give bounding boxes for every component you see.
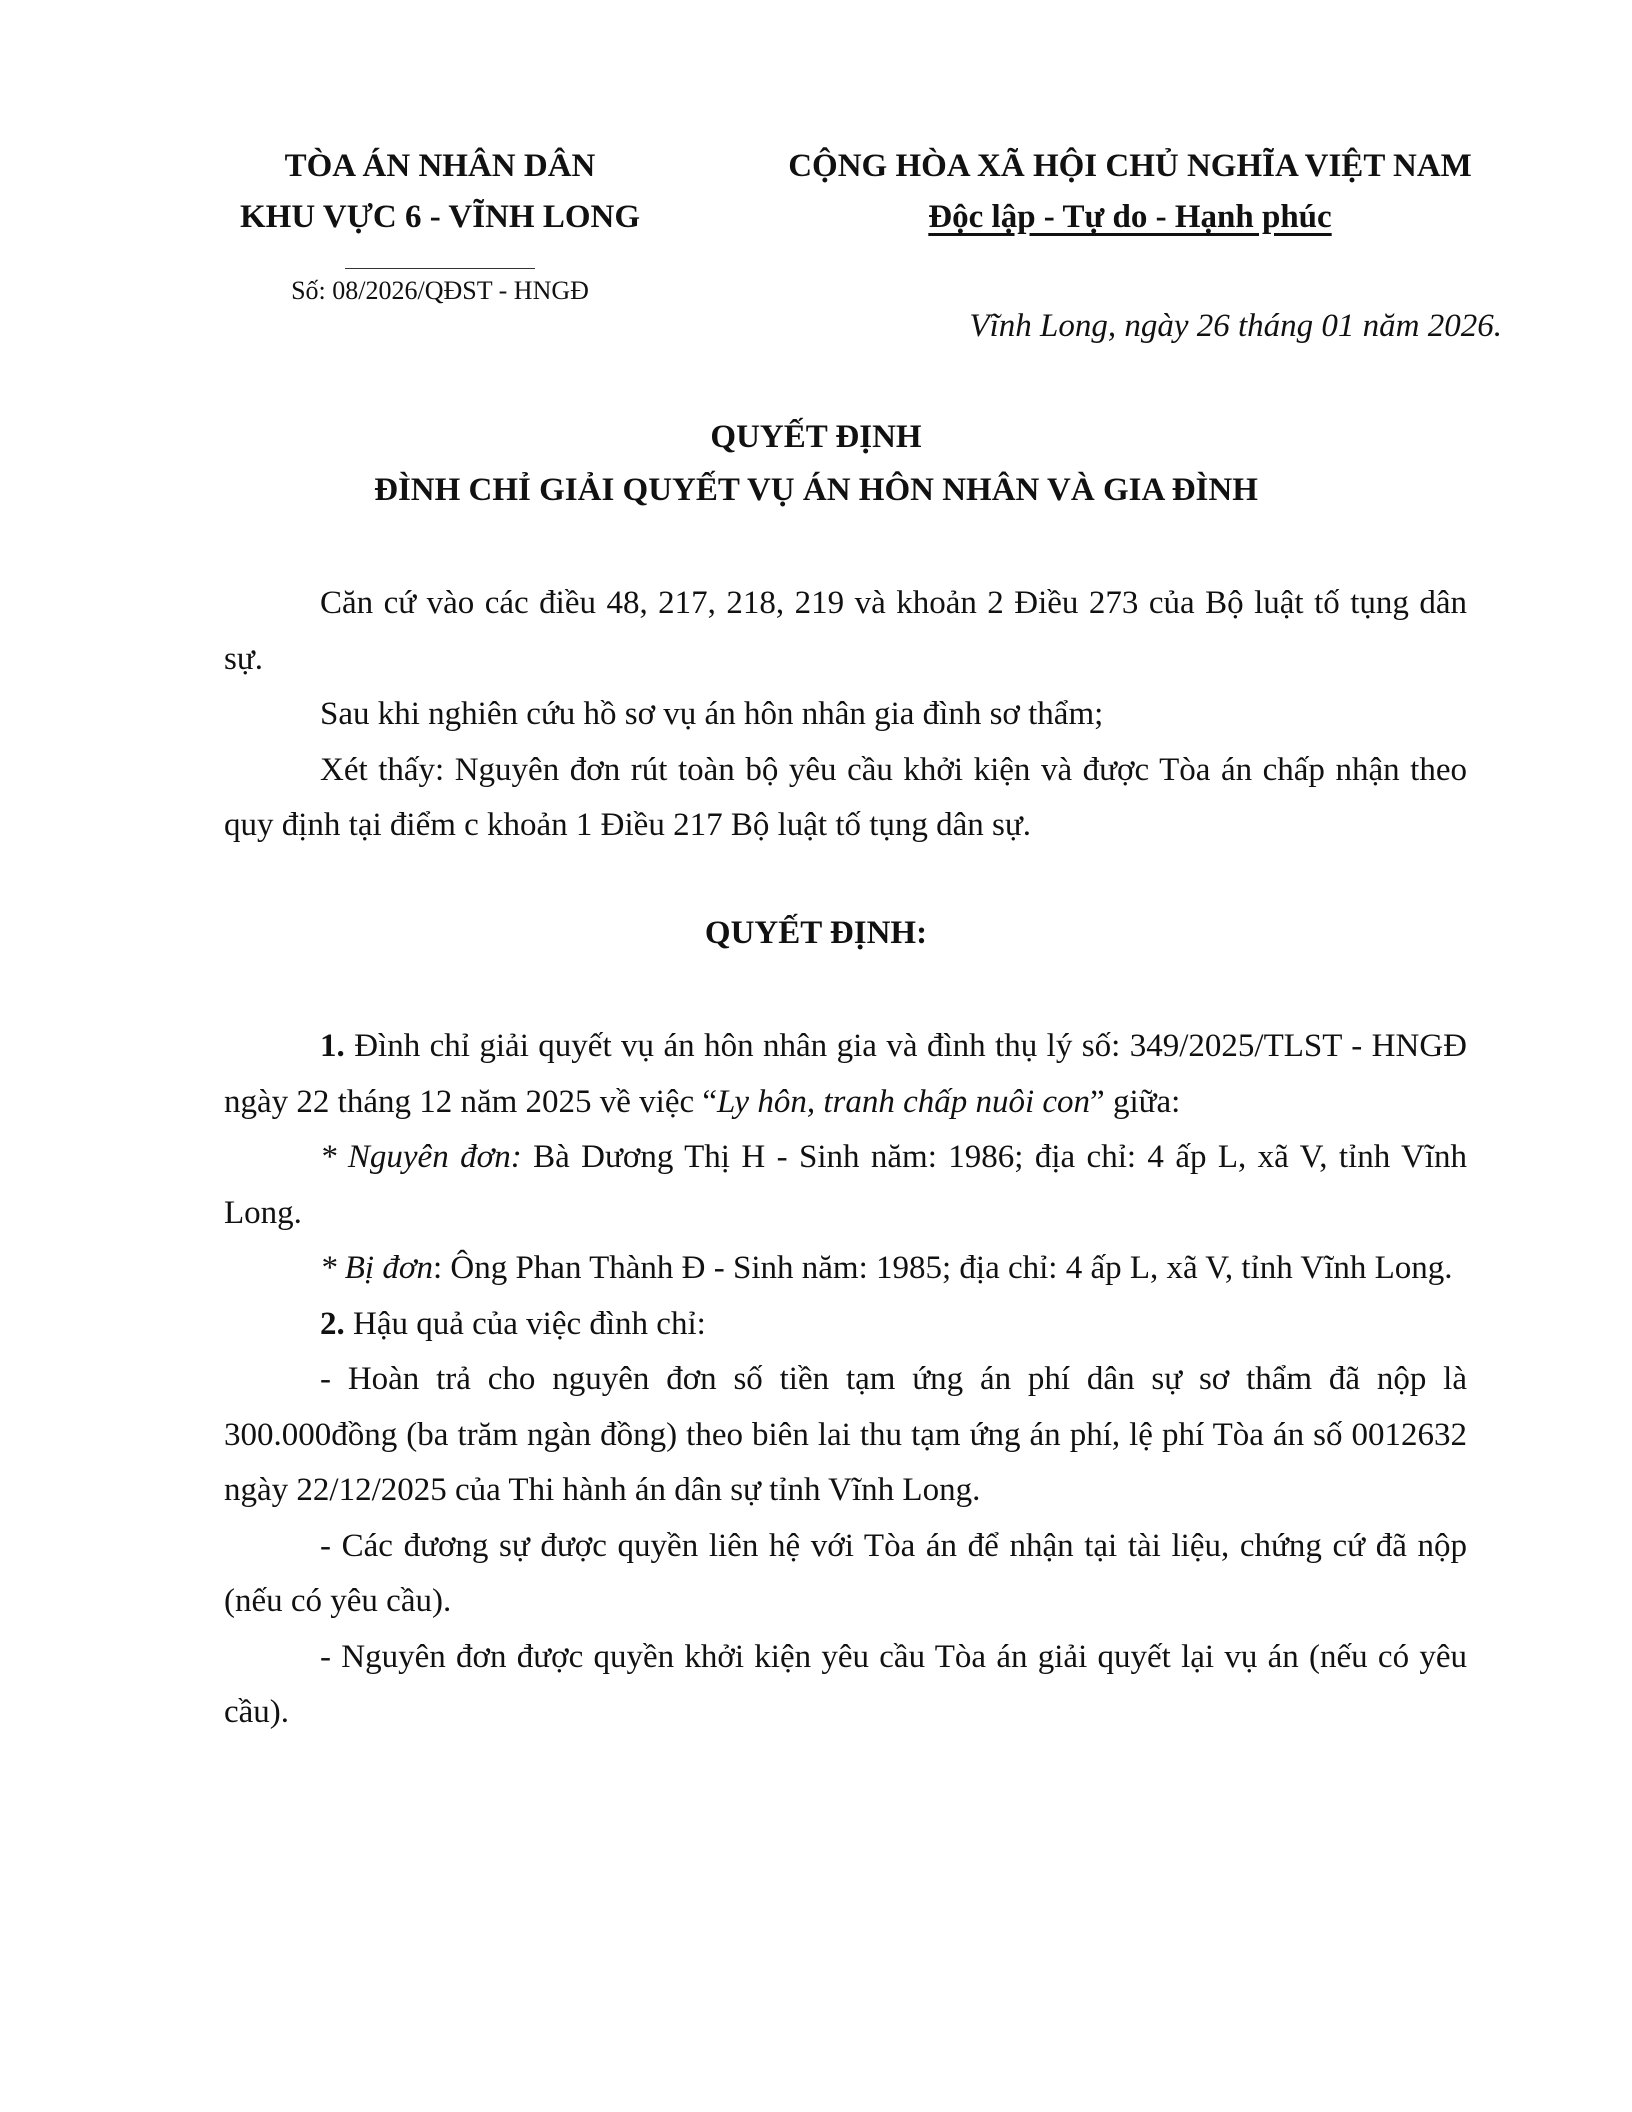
consequence-refile: - Nguyên đơn được quyền khởi kiện yêu cầu Tòa án giải quyết lại vụ án (nếu có yêu cầu). <box>224 1638 1467 1730</box>
preamble-review: Sau khi nghiên cứu hồ sơ vụ án hôn nhân gia đình sơ thẩm; <box>320 696 1104 732</box>
item-2-heading: Hậu quả của việc đình chỉ: <box>344 1305 706 1342</box>
item-1-number: 1. <box>320 1028 345 1064</box>
consequence-documents: - Các đương sự được quyền liên hệ với Tòa án để nhận tại tài liệu, chứng cứ đã nộp (nếu có yêu cầu). <box>224 1527 1467 1619</box>
item-1-text: Đình chỉ giải quyết vụ án hôn nhân gia và đình thụ lý số: 349/2025/TLST - HNGĐ ngày 22 tháng 12 năm 2025 về việc “ <box>224 1028 1467 1120</box>
plaintiff <box>224 1130 1467 1241</box>
defendant <box>224 1241 1467 1297</box>
preamble <box>224 576 1467 854</box>
item-1-text-end: ” giữa: <box>1090 1083 1181 1120</box>
document-number: Số: 08/2026/QĐST - HNGĐ <box>291 276 589 305</box>
consequence-refund: - Hoàn trả cho nguyên đơn số tiền tạm ứng án phí dân sự sơ thẩm đã nộp là 300.000đồng (ba trăm ngàn đồng) theo biên lai thu tạm ứng án phí, lệ phí Tòa án số 0012632 ngày 22/12/2025 của Thi hành án dân sự tỉnh Vĩnh Long. <box>224 1361 1467 1508</box>
motto: Độc lập - Tự do - Hạnh phúc <box>928 199 1332 235</box>
plaintiff-info: Bà Dương Thị H - Sinh năm: 1986; địa chỉ: 4 ấp L, xã V, tỉnh Vĩnh Long. <box>224 1139 1467 1231</box>
document-title: QUYẾT ĐỊNH <box>710 419 922 455</box>
defendant-label: * Bị đơn <box>320 1250 433 1286</box>
plaintiff-label: * Nguyên đơn: <box>320 1139 522 1175</box>
defendant-info: : Ông Phan Thành Đ - Sinh năm: 1985; địa chỉ: 4 ấp L, xã V, tỉnh Vĩnh Long. <box>432 1250 1453 1286</box>
preamble-basis: Căn cứ vào các điều 48, 217, 218, 219 và khoản 2 Điều 273 của Bộ luật tố tụng dân sự. <box>224 585 1467 677</box>
nation-name: CỘNG HÒA XÃ HỘI CHỦ NGHĨA VIỆT NAM <box>788 148 1472 184</box>
item-1 <box>224 1019 1467 1130</box>
case-type: Ly hôn, tranh chấp nuôi con <box>717 1083 1091 1120</box>
item-2-number: 2. <box>320 1305 345 1342</box>
document-subtitle: ĐÌNH CHỈ GIẢI QUYẾT VỤ ÁN HÔN NHÂN VÀ GIA ĐÌNH <box>374 472 1258 508</box>
motto-wrap <box>740 199 1520 236</box>
issue-date: Vĩnh Long, ngày 26 tháng 01 năm 2026. <box>969 308 1502 344</box>
decision-heading: QUYẾT ĐỊNH: <box>704 915 928 951</box>
court-name-line2: KHU VỰC 6 - VĨNH LONG <box>240 199 640 235</box>
court-name-line1: TÒA ÁN NHÂN DÂN <box>284 148 596 184</box>
header-divider <box>345 268 535 269</box>
item-2 <box>224 1297 1467 1353</box>
decision-body <box>224 1019 1467 1741</box>
preamble-finding: Xét thấy: Nguyên đơn rút toàn bộ yêu cầu khởi kiện và được Tòa án chấp nhận theo quy định tại điểm c khoản 1 Điều 217 Bộ luật tố tụng dân sự. <box>224 751 1467 843</box>
